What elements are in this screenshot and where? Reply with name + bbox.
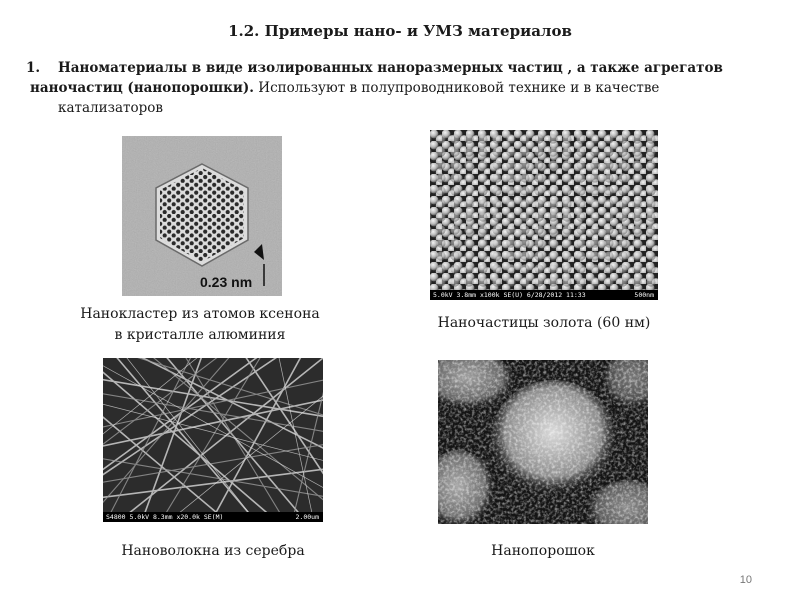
silver-info-bar [103, 512, 323, 522]
silver-caption: Нановолокна из серебра [121, 543, 305, 559]
xenon-caption-line1: Нанокластер из атомов ксенона [80, 306, 320, 322]
gold-nanoparticles-image [430, 130, 658, 300]
gold-scale-label: 500nm [634, 291, 654, 299]
slide-title: 1.2. Примеры нано- и УМЗ материалов [228, 22, 572, 40]
item-text-line2 [30, 78, 659, 98]
gold-info-bar [430, 290, 658, 300]
gold-info-text: 5.0kV 3.8mm x100k SE(U) 6/28/2012 11:33 [433, 291, 586, 299]
gold-caption: Наночастицы золота (60 нм) [437, 315, 651, 331]
xenon-nanocluster-image [122, 136, 282, 296]
item-text-line1: Наноматериалы в виде изолированных наноразмерных частиц , а также агрегатов [58, 60, 723, 76]
item-number: 1. [26, 60, 41, 76]
nanopowder-image [438, 360, 648, 524]
silver-nanowires-image [103, 358, 323, 522]
item-text-line3: катализаторов [58, 100, 163, 116]
xenon-caption [62, 304, 338, 346]
item-text-bold: наночастиц (нанопорошки). [30, 80, 255, 96]
page-number: 10 [739, 574, 752, 586]
xenon-scale-label: 0.23 nm [200, 274, 253, 290]
xenon-caption-line2: в кристалле алюминия [114, 327, 286, 343]
nanopowder-caption: Нанопорошок [491, 543, 595, 559]
silver-info-text: S4800 5.0kV 8.3mm x20.0k SE(M) [106, 513, 224, 521]
item-text-rest: Используют в полупроводниковой технике и в качестве [254, 80, 660, 96]
silver-scale-label: 2.00um [295, 513, 319, 521]
